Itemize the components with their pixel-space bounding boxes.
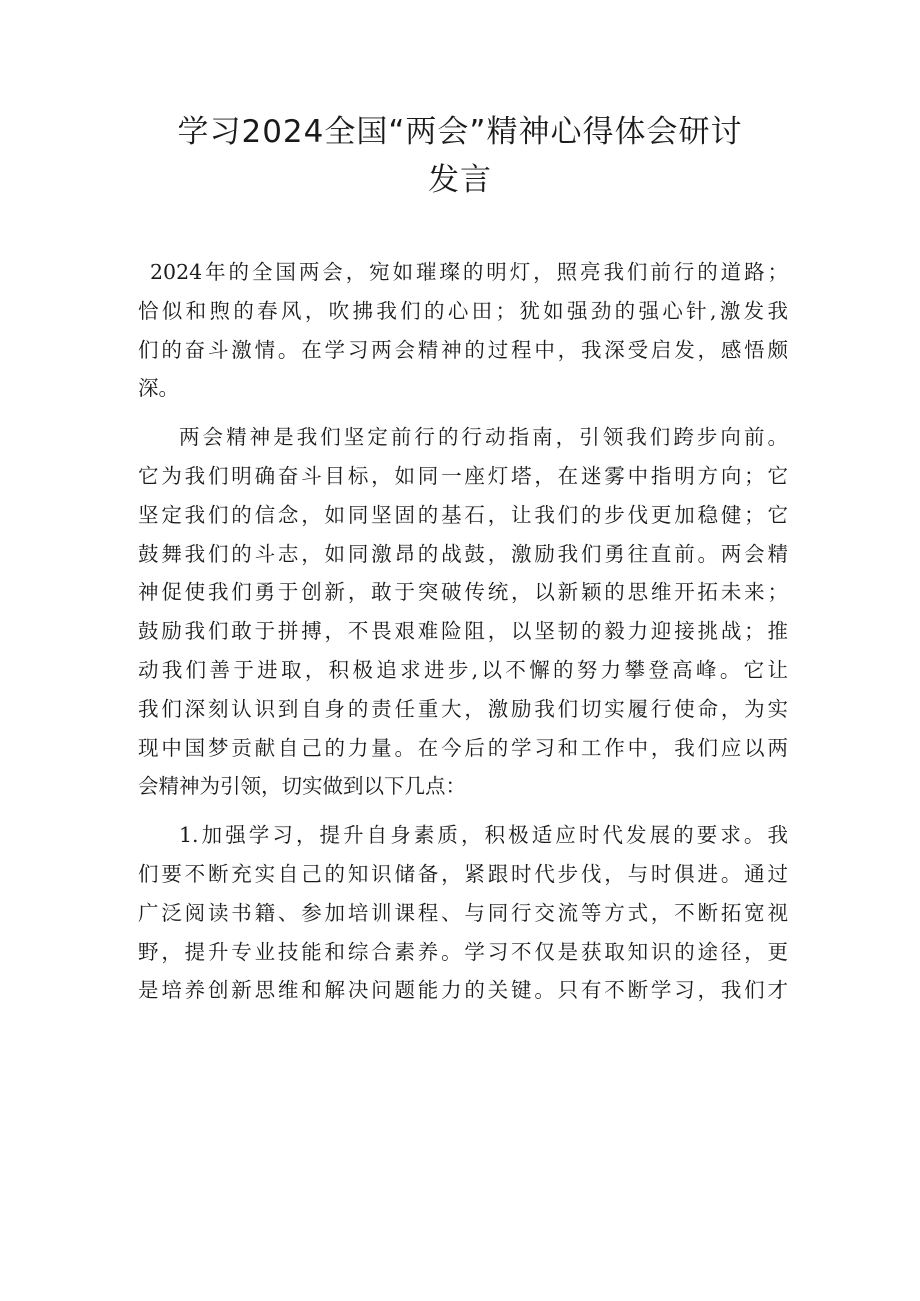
text-line: 会精神为引领，切实做到以下几点： (138, 774, 466, 799)
text-line: 1.加强学习，提升自身素质，积极适应时代发展的要求。我 (179, 823, 788, 848)
text-line: 我们深刻认识到自身的责任重大，激励我们切实履行使命，为实 (138, 696, 788, 721)
document-title (120, 108, 800, 204)
text-line: 们的奋斗激情。在学习两会精神的过程中，我深受启发，感悟颇 (138, 337, 788, 362)
title-line-2: 发言 (428, 162, 492, 198)
text-line: 现中国梦贡献自己的力量。在今后的学习和工作中，我们应以两 (138, 735, 788, 760)
text-line: 动我们善于进取，积极追求进步,以不懈的努力攀登高峰。它让 (138, 657, 788, 682)
text-line: 神促使我们勇于创新，敢于突破传统，以新颖的思维开拓未来； (138, 580, 788, 605)
text-line: 是培养创新思维和解决问题能力的关键。只有不断学习，我们才 (138, 978, 788, 1003)
text-line: 们要不断充实自己的知识储备，紧跟时代步伐，与时俱进。通过 (138, 861, 788, 886)
text-line: 2024年的全国两会，宛如璀璨的明灯，照亮我们前行的道路； (150, 260, 788, 284)
title-line-1: 学习2024全国“两会”精神心得体会研讨 (177, 114, 743, 150)
text-line: 野，提升专业技能和综合素养。学习不仅是获取知识的途径，更 (138, 939, 788, 964)
paragraph-1 (138, 253, 788, 408)
text-line: 鼓励我们敢于拼搏，不畏艰难险阻，以坚韧的毅力迎接挑战；推 (138, 619, 788, 644)
paragraph-2 (138, 418, 788, 806)
text-line: 坚定我们的信念，如同坚固的基石，让我们的步伐更加稳健；它 (138, 502, 788, 527)
text-line: 广泛阅读书籍、参加培训课程、与同行交流等方式，不断拓宽视 (138, 900, 788, 925)
document-body (138, 253, 788, 1020)
text-line: 深。 (138, 376, 179, 401)
text-line: 它为我们明确奋斗目标，如同一座灯塔，在迷雾中指明方向；它 (138, 463, 788, 488)
text-line: 鼓舞我们的斗志，如同激昂的战鼓，激励我们勇往直前。两会精 (138, 541, 788, 566)
text-line: 恰似和煦的春风，吹拂我们的心田；犹如强劲的强心针,激发我 (138, 298, 788, 323)
paragraph-3 (138, 816, 788, 1010)
text-line: 两会精神是我们坚定前行的行动指南，引领我们跨步向前。 (179, 425, 788, 450)
